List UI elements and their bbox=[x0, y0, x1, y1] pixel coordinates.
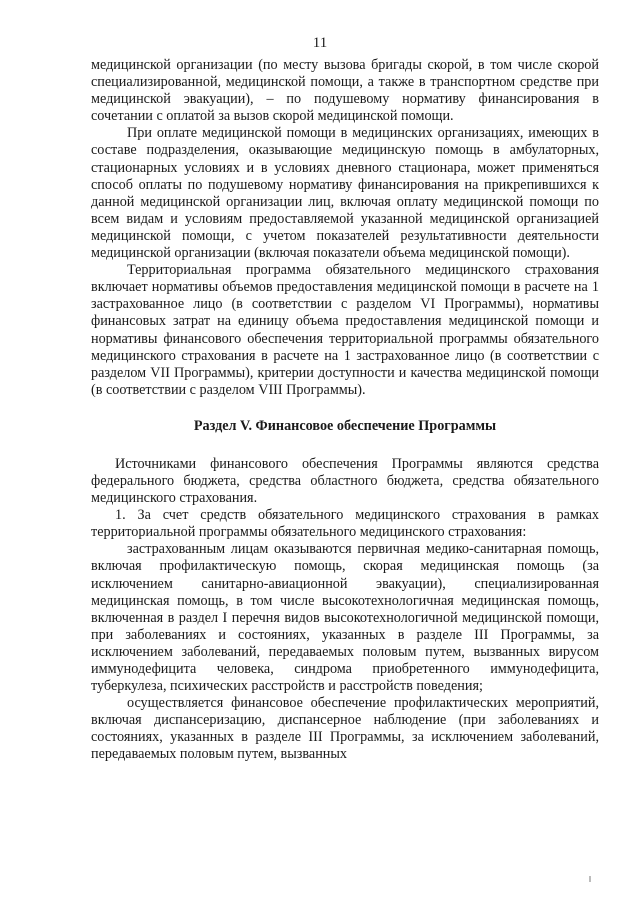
scan-mark bbox=[589, 876, 591, 882]
spacer bbox=[91, 435, 599, 456]
paragraph-per-capita-payment: При оплате медицинской помощи в медицинских организациях, имеющих в составе подразделения, оказывающие медицинскую помощь в амбулаторных, стационарных условиях и в условиях дневного стационара, может применяться способ оплаты по подушевому нормативу финансирования на прикрепившихся к данной медицинской организации лиц, включая оплату медицинской помощи по всем видам и условиям предоставляемой указанной медицинской организацией медицинской помощи, с учетом показателей результативности деятельности медицинской организации (включая показатели объема медицинской помощи). bbox=[91, 125, 599, 262]
spacer bbox=[91, 399, 599, 418]
paragraph-insured-care: застрахованным лицам оказываются первичная медико-санитарная помощь, включая профилактическую помощь, скорая медицинская помощь (за исключением санитарно-авиационной эвакуации), специализированная медицинская помощь, в том числе высокотехнологичная медицинская помощь, включенная в раздел I перечня видов высокотехнологичной медицинской помощи, при заболеваниях и состояниях, указанных в разделе III Программы, за исключением заболеваний, передаваемых половым путем, вызванных вирусом иммунодефицита человека, синдрома приобретенного иммунодефицита, туберкулеза, психических расстройств и расстройств поведения; bbox=[91, 541, 599, 695]
paragraph-ambulance-payment: медицинской организации (по месту вызова бригады скорой, в том числе скорой специализированной, медицинской помощи, а также в транспортном средстве при медицинской эвакуации), – по подушевому нормативу финансирования в сочетании с оплатой за вызов скорой медицинской помощи. bbox=[91, 57, 599, 125]
page-number: 11 bbox=[312, 35, 328, 51]
paragraph-funding-sources: Источниками финансового обеспечения Программы являются средства федерального бюджета, средства областного бюджета, средства обязательного медицинского страхования. bbox=[91, 455, 599, 507]
paragraph-territorial-program: Территориальная программа обязательного медицинского страхования включает нормативы объемов предоставления медицинской помощи в расчете на 1 застрахованное лицо (в соответствии с разделом VI Программы), нормативы финансовых затрат на единицу объема предоставления медицинской помощи и нормативы финансового обеспечения территориальной программы обязательного медицинского страхования в расчете на 1 застрахованное лицо (в соответствии с разделом VII Программы), критерии доступности и качества медицинской помощи (в соответствии с разделом VIII Программы). bbox=[91, 262, 599, 398]
paragraph-item-1: 1. За счет средств обязательного медицинского страхования в рамках территориальной программы обязательного медицинского страхования: bbox=[91, 507, 599, 541]
document-body bbox=[91, 57, 599, 764]
section-heading: Раздел V. Финансовое обеспечение Программы bbox=[193, 417, 497, 434]
paragraph-preventive-funding: осуществляется финансовое обеспечение профилактических мероприятий, включая диспансеризацию, диспансерное наблюдение (при заболеваниях и состояниях, указанных в разделе III Программы, за исключением заболеваний, передаваемых половым путем, вызванных bbox=[91, 695, 599, 763]
